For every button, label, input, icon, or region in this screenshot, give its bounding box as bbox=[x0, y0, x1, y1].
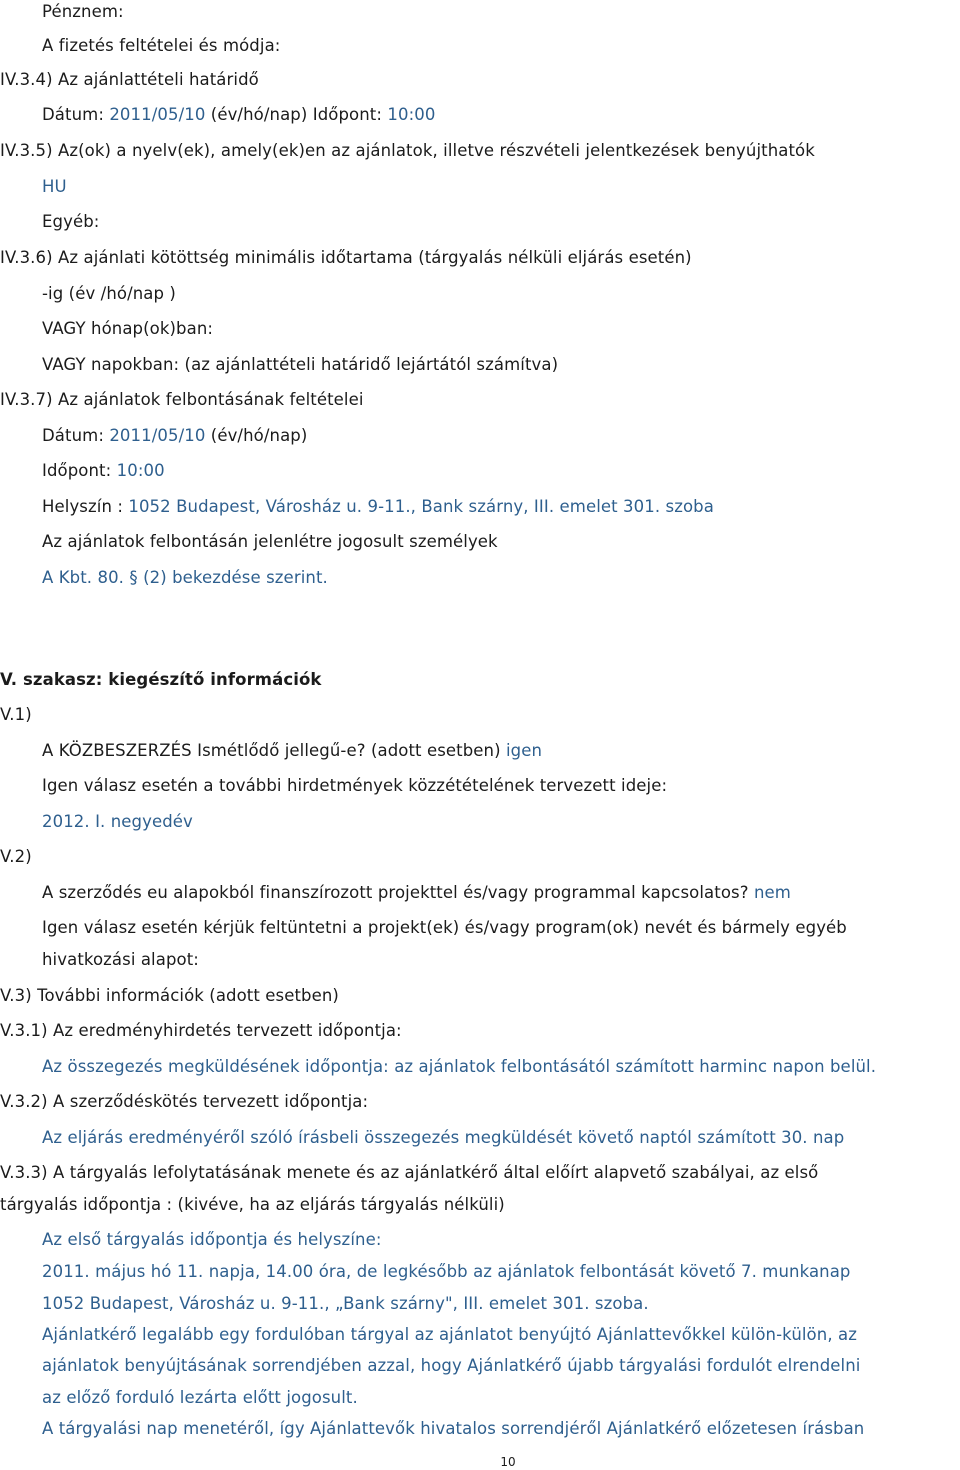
v2-question: A szerződés eu alapokból finanszírozott projekttel és/vagy programmal kapcsolatos? bbox=[42, 883, 754, 902]
section-iv-3-4-heading: IV.3.4) Az ajánlattételi határidő bbox=[0, 70, 259, 89]
v33-text-line-5: ajánlatok benyújtásának sorrendjében azzal, hogy Ajánlatkérő újabb tárgyalási fordulót elrendelni bbox=[42, 1356, 861, 1375]
vagy-honap-label: VAGY hónap(ok)ban: bbox=[42, 319, 214, 338]
v1-followup: Igen válasz esetén a további hirdetmények közzétételének tervezett ideje: bbox=[42, 776, 668, 795]
page-number: 10 bbox=[500, 1455, 516, 1469]
v3-heading: V.3) További információk (adott esetben) bbox=[0, 986, 339, 1005]
v33-heading-line-1: V.3.3) A tárgyalás lefolytatásának menete és az ajánlatkérő által előírt alapvető szabályai, az első bbox=[0, 1163, 819, 1182]
time-value: 10:00 bbox=[387, 105, 436, 124]
v1-label: V.1) bbox=[0, 705, 32, 724]
v1-followup-value: 2012. I. negyedév bbox=[42, 812, 193, 831]
v33-text-line-6: az előző forduló lezárta előtt jogosult. bbox=[42, 1388, 358, 1407]
v33-text-line-3: 1052 Budapest, Városház u. 9-11., „Bank szárny", III. emelet 301. szoba. bbox=[42, 1294, 649, 1313]
v33-text-line-2: 2011. május hó 11. napja, 14.00 óra, de legkésőbb az ajánlatok felbontását követő 7. munkanap bbox=[42, 1262, 851, 1281]
datum-label: Dátum: bbox=[42, 105, 110, 124]
v31-heading: V.3.1) Az eredményhirdetés tervezett időpontja: bbox=[0, 1021, 402, 1040]
fizetes-label: A fizetés feltételei és módja: bbox=[42, 36, 281, 55]
v1-question-line bbox=[42, 739, 542, 763]
v1-answer: igen bbox=[505, 741, 543, 760]
location-value: 1052 Budapest, Városház u. 9-11., Bank szárny, III. emelet 301. szoba bbox=[128, 497, 714, 516]
egyeb-label: Egyéb: bbox=[42, 212, 100, 231]
v2-followup-line-2: hivatkozási alapot: bbox=[42, 950, 199, 969]
datum-unit-and-time-label: (év/hó/nap) Időpont: bbox=[205, 105, 388, 124]
time-label: Időpont: bbox=[42, 461, 117, 480]
jelenlet-value: A Kbt. 80. § (2) bekezdése szerint. bbox=[42, 568, 328, 587]
v31-value: Az összegezés megküldésének időpontja: az ajánlatok felbontásától számított harminc napon belül. bbox=[42, 1057, 877, 1076]
section-iv-3-5-heading: IV.3.5) Az(ok) a nyelv(ek), amely(ek)en az ajánlatok, illetve részvételi jelentkezések benyújthatók bbox=[0, 141, 815, 160]
v32-heading: V.3.2) A szerződéskötés tervezett időpontja: bbox=[0, 1092, 369, 1111]
v33-heading-line-2: tárgyalás időpontja : (kivéve, ha az eljárás tárgyalás nélküli) bbox=[0, 1195, 505, 1214]
language-value: HU bbox=[42, 177, 67, 196]
v2-followup-line-1: Igen válasz esetén kérjük feltüntetni a projekt(ek) és/vagy program(ok) nevét és bármely egyéb bbox=[42, 918, 847, 937]
time-value: 10:00 bbox=[116, 461, 165, 480]
v2-label: V.2) bbox=[0, 847, 32, 866]
jelenlet-label: Az ajánlatok felbontásán jelenlétre jogosult személyek bbox=[42, 532, 498, 551]
section-iv-3-7-datum-line bbox=[42, 424, 307, 448]
v32-value: Az eljárás eredményéről szóló írásbeli összegezés megküldését követő naptól számított 30. nap bbox=[42, 1128, 845, 1147]
v2-question-line bbox=[42, 881, 791, 905]
vagy-nap-label: VAGY napokban: (az ajánlattételi határidő lejártától számítva) bbox=[42, 355, 559, 374]
section-iv-3-7-ido-line bbox=[42, 459, 165, 483]
v33-text-line-1: Az első tárgyalás időpontja és helyszíne: bbox=[42, 1230, 382, 1249]
datum-value: 2011/05/10 bbox=[109, 105, 206, 124]
penznem-label: Pénznem: bbox=[42, 2, 124, 21]
datum-label: Dátum: bbox=[42, 426, 110, 445]
ig-label: -ig (év /hó/nap ) bbox=[42, 284, 176, 303]
section-iv-3-6-heading: IV.3.6) Az ajánlati kötöttség minimális időtartama (tárgyalás nélküli eljárás esetén) bbox=[0, 248, 692, 267]
v33-text-line-4: Ajánlatkérő legalább egy fordulóban tárgyal az ajánlatot benyújtó Ajánlattevőkkel külön-külön, az bbox=[42, 1325, 857, 1344]
location-label: Helyszín : bbox=[42, 497, 129, 516]
section-iv-3-7-heading: IV.3.7) Az ajánlatok felbontásának feltételei bbox=[0, 390, 364, 409]
section-iv-3-4-datum-line bbox=[42, 103, 435, 127]
datum-value: 2011/05/10 bbox=[109, 426, 206, 445]
section-iv-3-7-helyszin-line bbox=[42, 495, 714, 519]
v33-text-line-7: A tárgyalási nap menetéről, így Ajánlattevők hivatalos sorrendjéről Ajánlatkérő előzetesen írásban bbox=[42, 1419, 865, 1438]
datum-unit: (év/hó/nap) bbox=[205, 426, 308, 445]
section-v-heading: V. szakasz: kiegészítő információk bbox=[0, 670, 322, 689]
v1-question: A KÖZBESZERZÉS Ismétlődő jellegű-e? (adott esetben) bbox=[42, 741, 506, 760]
v2-answer: nem bbox=[753, 883, 791, 902]
